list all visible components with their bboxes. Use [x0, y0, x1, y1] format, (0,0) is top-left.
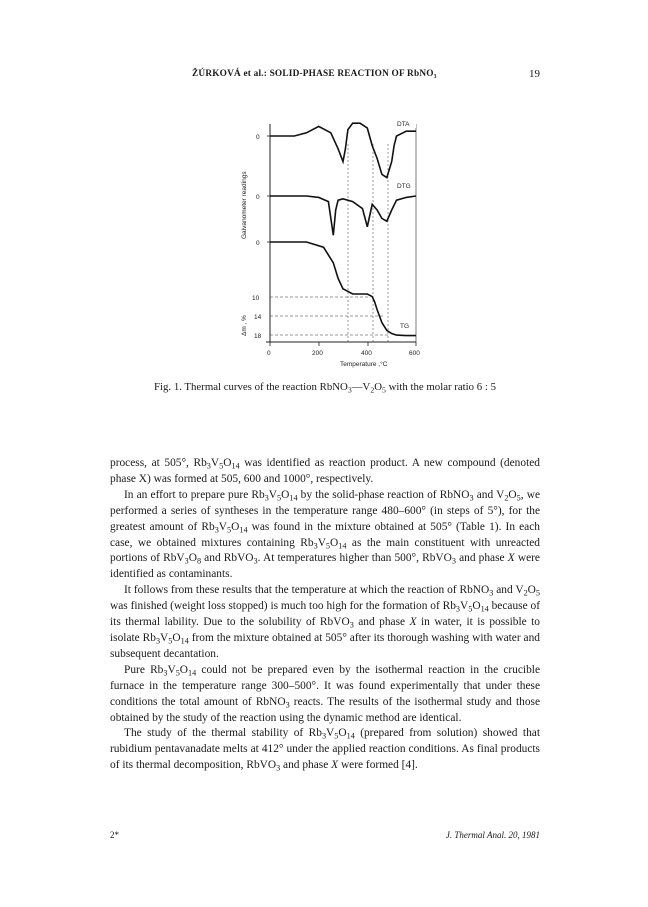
- figure-thermal-curves: [230, 114, 430, 376]
- x-tick-200: 200: [312, 350, 323, 357]
- dtg-label: DTG: [397, 183, 411, 190]
- body-text: [110, 456, 540, 774]
- paragraph-3: It follows from these results that the temperature at which the reaction of RbNO$_3$ and $V_2O_5$ was finished (weight loss stopped) is much too high for the formation of $Rb_3V_5O_{14}$ because of its thermal lability. Due to the solubility of RbVO$_3$ and phase X in water, it is possible to isolate $Rb_3V_5O_{14}$ from the mixture obtained at 505° after its thorough washing with water and subsequent decantation.: [110, 584, 540, 660]
- page-number: 19: [529, 68, 540, 80]
- tg-tick-18: 18: [254, 333, 262, 340]
- page-footer: [110, 830, 540, 844]
- footer-signature: 2*: [110, 830, 119, 840]
- paragraph-5: The study of the thermal stability of $Rb_3V_5O_{14}$ (prepared from solution) showed that rubidium pentavanadate melts at 412° under the applied reaction conditions. As final products of its thermal decomposition, RbVO$_3$ and phase X were formed [4].: [110, 727, 540, 773]
- y-axis-label-upper: Galvanometer readings: [241, 171, 248, 239]
- dta-zero-tick: 0: [256, 134, 260, 141]
- x-tick-400: 400: [361, 350, 372, 357]
- tg-zero-tick: 0: [256, 240, 260, 247]
- tg-label: TG: [400, 323, 410, 330]
- dta-curve: [270, 123, 416, 177]
- figure-caption: Fig. 1. Thermal curves of the reaction $RbNO_3—V_2O_5$ with the molar ratio 6 : 5: [154, 381, 496, 395]
- footer-journal: J. Thermal Anal. 20, 1981: [445, 830, 540, 840]
- dtg-curve: [270, 196, 416, 235]
- paragraph-2: In an effort to prepare pure $Rb_3V_5O_{14}$ by the solid-phase reaction of RbNO$_3$ and $V_2O_5$, we performed a series of syntheses in the temperature range 480–600° (in steps of 5°), for the greatest amount of $Rb_3V_5O_{14}$ was found in the mixture obtained at 505° (Table 1). In each case, we obtained mixtures containing $Rb_3V_5O_{14}$ as the main constituent with unreacted portions of $RbV_3O_8$ and RbVO$_3$. At temperatures higher than 500°, RbVO$_3$ and phase X were identified as contaminants.: [110, 488, 541, 581]
- running-head: [110, 68, 540, 84]
- thermal-curves-plot: [230, 114, 430, 376]
- tg-curve: [270, 242, 416, 336]
- x-tick-0: 0: [267, 350, 271, 357]
- paragraph-4: Pure $Rb_3V_5O_{14}$ could not be prepared even by the isothermal reaction in the crucible furnace in the temperature range 300–500°. It was found experimentally that under these conditions the total amount of RbNO$_3$ reacts. The results of the isothermal study and those obtained by the study of the reaction using the dynamic method are identical.: [110, 663, 541, 724]
- dta-label: DTA: [397, 121, 410, 128]
- x-axis-label: Temperature ,°C: [340, 361, 388, 368]
- x-tick-600: 600: [409, 350, 420, 357]
- tg-tick-10: 10: [252, 295, 260, 302]
- dtg-zero-tick: 0: [256, 194, 260, 201]
- tg-tick-14: 14: [254, 314, 262, 321]
- running-title: ŽÚRKOVÁ et al.: SOLID-PHASE REACTION OF RbNO₃: [192, 69, 437, 79]
- y-axis-label-lower: Δm , %: [241, 315, 248, 336]
- paragraph-1: process, at 505°, $Rb_3V_5O_{14}$ was identified as reaction product. A new compound (denoted phase X) was formed at 505, 600 and 1000°, respectively.: [110, 457, 540, 485]
